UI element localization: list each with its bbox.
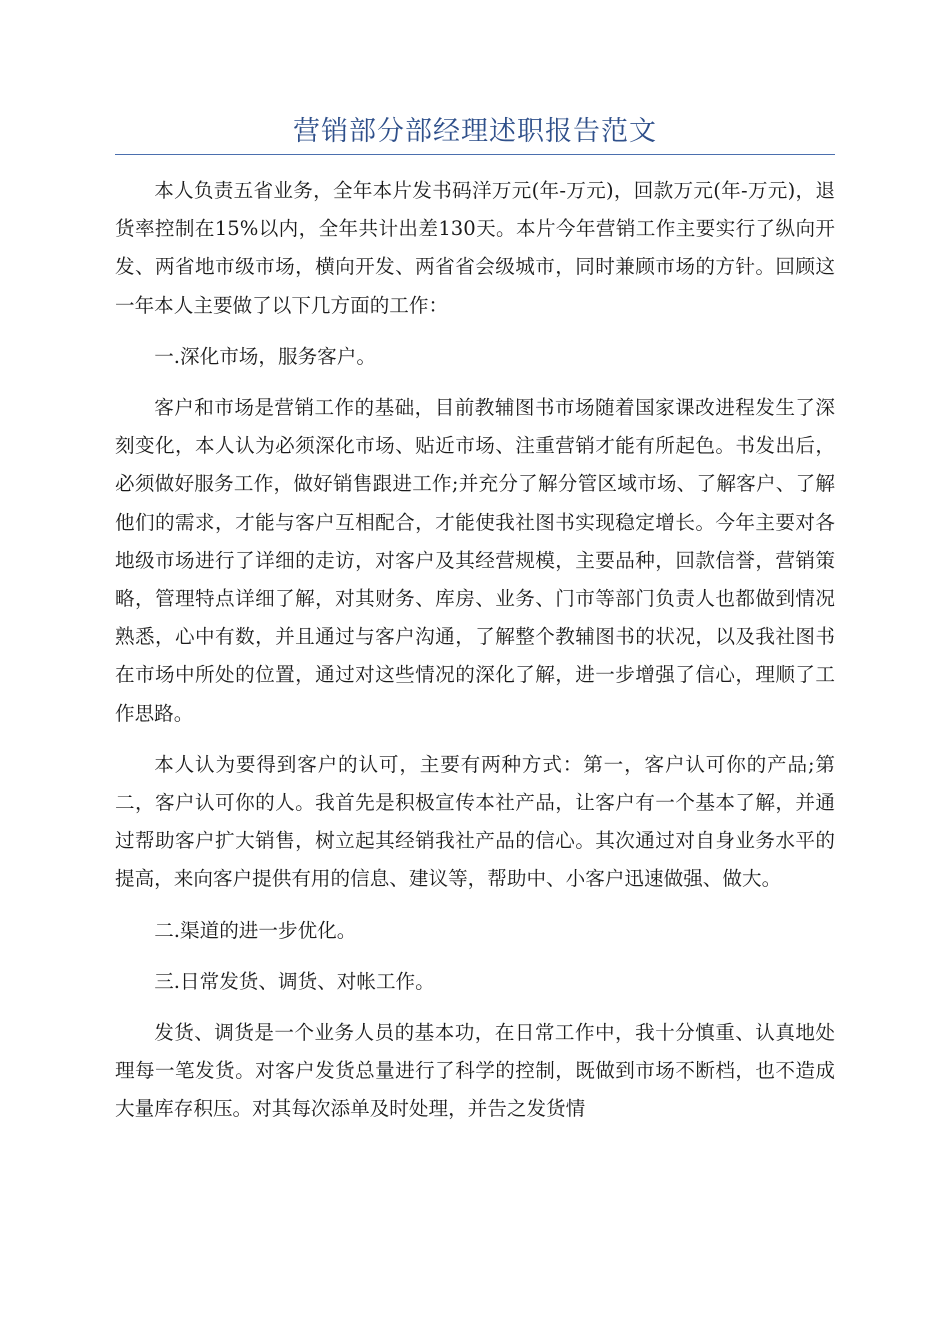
document-title: 营销部分部经理述职报告范文 (293, 116, 657, 147)
section-heading-2: 二.渠道的进一步优化。 (154, 918, 357, 942)
paragraph-customer-recognition: 本人认为要得到客户的认可，主要有两种方式：第一，客户认可你的产品;第二，客户认可你的人。我首先是积极宣传本社产品，让客户有一个基本了解，并通过帮助客户扩大销售，树立起其经销我社产品的信心。其次通过对自身业务水平的提高，来向客户提供有用的信息、建议等，帮助中、小客户迅速做强、做大。 (115, 752, 835, 891)
document-body (115, 172, 835, 1142)
paragraph-shipping: 发货、调货是一个业务人员的基本功，在日常工作中，我十分慎重、认真地处理每一笔发货。对客户发货总量进行了科学的控制，既做到市场不断档，也不造成大量库存积压。对其每次添单及时处理，并告之发货情 (115, 1021, 835, 1121)
section-heading-3: 三.日常发货、调货、对帐工作。 (154, 969, 435, 993)
title-underline (115, 154, 835, 155)
paragraph-market: 客户和市场是营销工作的基础，目前教辅图书市场随着国家课改进程发生了深刻变化，本人认为必须深化市场、贴近市场、注重营销才能有所起色。书发出后，必须做好服务工作，做好销售跟进工作;并充分了解分管区域市场、了解客户、了解他们的需求，才能与客户互相配合，才能使我社图书实现稳定增长。今年主要对各地级市场进行了详细的走访，对客户及其经营规模，主要品种，回款信誉，营销策略，管理特点详细了解，对其财务、库房、业务、门市等部门负责人也都做到情况熟悉，心中有数，并且通过与客户沟通，了解整个教辅图书的状况，以及我社图书在市场中所处的位置，通过对这些情况的深化了解，进一步增强了信心，理顺了工作思路。 (115, 396, 835, 725)
paragraph-intro: 本人负责五省业务，全年本片发书码洋万元(年-万元)，回款万元(年-万元)，退货率控制在15%以内，全年共计出差130天。本片今年营销工作主要实行了纵向开发、两省地市级市场，横向开发、两省省会级城市，同时兼顾市场的方针。回顾这一年本人主要做了以下几方面的工作： (115, 179, 835, 317)
section-heading-1: 一.深化市场，服务客户。 (154, 344, 376, 368)
